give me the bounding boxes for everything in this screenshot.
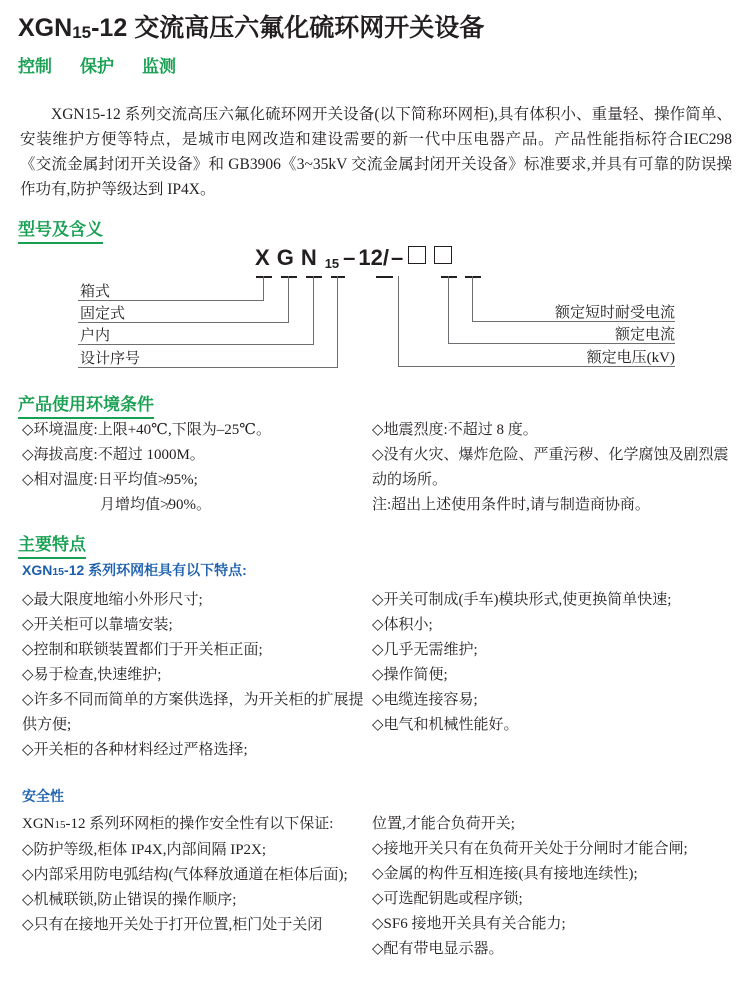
- features-left-column: [22, 588, 377, 763]
- page-title-subscript: 15: [72, 23, 92, 42]
- page-title-rest: -12 交流高压六氟化硫环网开关设备: [91, 14, 485, 42]
- code-part-box2: [434, 246, 452, 264]
- safety-item: ◇金属的构件互相连接(具有接地连续性);: [372, 866, 638, 882]
- leader-v-rated-current: [448, 276, 449, 344]
- safety-intro: [22, 812, 374, 838]
- safety-item: ◇内部采用防电弧结构(气体释放通道在柜体后面);: [22, 867, 348, 883]
- code-part-x: X: [255, 245, 270, 270]
- environment-item-temperature: ◇环境温度:上限+40℃,下限为–25℃。: [22, 422, 271, 438]
- model-label-rated-voltage: 额定电压(kV): [586, 350, 675, 366]
- safety-item: ◇只有在接地开关处于打开位置,柜门处于关闭: [22, 917, 323, 933]
- leader-v-design-no: [337, 276, 338, 368]
- code-part-g: G: [276, 245, 294, 270]
- section-heading-environment: 产品使用环境条件: [18, 390, 154, 419]
- code-part-slash: /: [382, 245, 390, 270]
- environment-item-humidity: ◇相对温度:日平均值≯95%;: [22, 472, 198, 488]
- kicker-tagline: [18, 52, 176, 77]
- safety-item: ◇防护等级,柜体 IP4X,内部间隔 IP2X;: [22, 842, 267, 858]
- feature-item: ◇操作简便;: [372, 667, 448, 683]
- leader-v-rated-voltage: [398, 276, 399, 367]
- leader-v-box-type: [263, 276, 264, 301]
- safety-item: ◇接地开关只有在负荷开关处于分闸时才能合闸;: [372, 841, 688, 857]
- safety-intro-subscript: 15: [54, 819, 66, 831]
- safety-intro-main: XGN: [22, 816, 55, 832]
- safety-item: 位置,才能合负荷开关;: [372, 816, 515, 832]
- intro-paragraph: XGN15-12 系列交流高压六氟化硫环网开关设备(以下简称环网柜),具有体积小、重量轻、操作简单、安装维护方便等特点，是城市电网改造和建设需要的新一代中压电器产品。产品性能指标符合IEC298《交流金属封闭开关设备》和 GB3906《3~35kV 交流金属封闭开关设备》标准要求,并具有可靠的防误操作功有,防护等级达到 IP4X。: [20, 105, 732, 198]
- leader-v-short-time-current: [472, 276, 473, 322]
- subheading-features-rest: -12 系列环网柜具有以下特点:: [64, 562, 247, 578]
- feature-item: ◇许多不同而简单的方案供选择，为开关柜的扩展提供方便;: [22, 692, 364, 733]
- environment-item-seismic: ◇地震烈度:不超过 8 度。: [372, 422, 538, 438]
- environment-item-altitude: ◇海拔高度:不超过 1000M。: [22, 447, 205, 463]
- code-part-dash2: –: [391, 245, 404, 270]
- safety-left-column: [22, 812, 374, 938]
- leader-v-indoor: [313, 276, 314, 345]
- safety-item: ◇SF6 接地开关具有关合能力;: [372, 916, 566, 932]
- model-label-rated-current: 额定电流: [614, 327, 675, 343]
- environment-item-note: 注:超出上述使用条件时,请与制造商协商。: [372, 497, 650, 513]
- leader-h-indoor: [78, 344, 314, 345]
- model-label-fixed-type: 固定式: [80, 306, 126, 322]
- leader-v-fixed-type: [288, 276, 289, 323]
- section-heading-model: 型号及含义: [18, 215, 103, 244]
- feature-item: ◇易于检查,快速维护;: [22, 667, 162, 683]
- page-title: [18, 8, 484, 44]
- safety-intro-rest: -12 系列环网柜的操作安全性有以下保证:: [65, 816, 334, 832]
- safety-item: ◇配有带电显示器。: [372, 941, 504, 957]
- code-tick-12: [376, 276, 393, 278]
- environment-right-column: [372, 418, 742, 518]
- subheading-safety: 安全性: [22, 788, 64, 804]
- environment-item-humidity-monthly: 月增均值≯90%。: [100, 497, 211, 513]
- model-label-indoor: 户内: [80, 328, 111, 344]
- feature-item: ◇电缆连接容易;: [372, 692, 478, 708]
- feature-item: ◇最大限度地缩小外形尺寸;: [22, 592, 203, 608]
- environment-left-column: [22, 418, 382, 518]
- model-label-design-no: 设计序号: [80, 351, 141, 367]
- safety-item: ◇可选配钥匙或程序锁;: [372, 891, 523, 907]
- model-designation-diagram: [0, 243, 750, 373]
- safety-item: ◇机械联锁,防止错误的操作顺序;: [22, 892, 237, 908]
- page-title-main: XGN: [18, 14, 73, 42]
- environment-item-atmosphere: ◇没有火灾、爆炸危险、严重污秽、化学腐蚀及剧烈震动的场所。: [372, 447, 729, 488]
- feature-item: ◇电气和机械性能好。: [372, 717, 519, 733]
- kicker-item-protection: 保护: [80, 57, 114, 76]
- feature-item: ◇开关可制成(手车)模块形式,使更换简单快速;: [372, 592, 672, 608]
- feature-item: ◇体积小;: [372, 617, 433, 633]
- model-code-string: [255, 245, 452, 271]
- model-label-box-type: 箱式: [80, 284, 111, 300]
- features-right-column: [372, 588, 732, 738]
- subheading-features-main: XGN: [22, 562, 53, 578]
- code-part-15: 15: [324, 256, 340, 271]
- code-part-n: N: [300, 245, 317, 270]
- feature-item: ◇开关柜的各种材料经过严格选择;: [22, 742, 248, 758]
- subheading-features-subscript: 15: [52, 566, 65, 578]
- feature-item: ◇控制和联锁装置都们于开关柜正面;: [22, 642, 263, 658]
- kicker-item-monitoring: 监测: [142, 57, 176, 76]
- kicker-item-control: 控制: [18, 57, 52, 76]
- code-part-12: 12: [358, 245, 383, 270]
- code-part-dash1: –: [343, 245, 356, 270]
- safety-right-column: [372, 812, 734, 962]
- model-label-short-time-current: 额定短时耐受电流: [554, 305, 675, 321]
- code-part-box1: [408, 246, 426, 264]
- feature-item: ◇几乎无需维护;: [372, 642, 478, 658]
- section-heading-features: 主要特点: [18, 530, 86, 559]
- feature-item: ◇开关柜可以靠墙安装;: [22, 617, 173, 633]
- subheading-features: [22, 560, 247, 580]
